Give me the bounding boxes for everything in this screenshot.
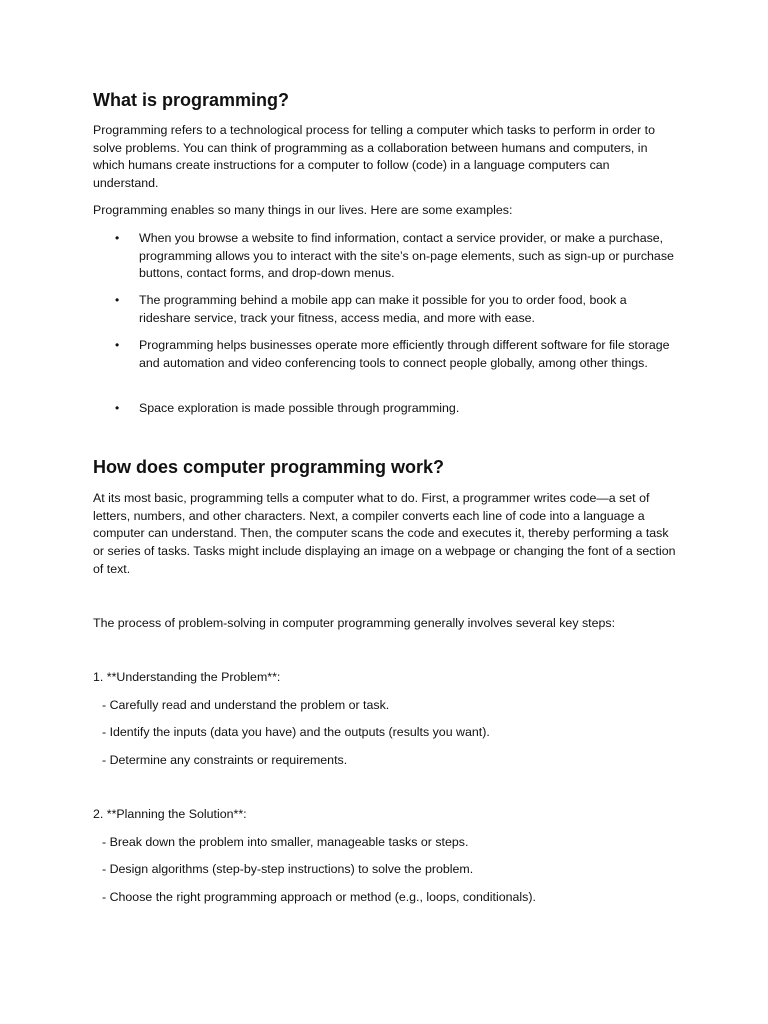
bullet-icon: •: [115, 293, 120, 307]
list-item-text: The programming behind a mobile app can make it possible for you to order food, book a rideshare service, track your fitness, access media, and more with ease.: [139, 293, 627, 325]
paragraph-intro: Programming refers to a technological process for telling a computer which tasks to perform in order to solve problems. You can think of programming as a collaboration between humans and computers, in which humans create instructions for a computer to follow (code) in a language computers can understand.: [93, 123, 655, 191]
list-item: [93, 400, 678, 418]
list-item: [93, 337, 678, 372]
list-item-text: Space exploration is made possible through programming.: [139, 401, 460, 415]
list-item: [93, 292, 678, 327]
paragraph-process-lead: The process of problem-solving in computer programming generally involves several key steps:: [93, 616, 616, 630]
step-item: - Design algorithms (step-by-step instructions) to solve the problem.: [102, 862, 474, 876]
paragraph-examples-lead: Programming enables so many things in our lives. Here are some examples:: [93, 203, 513, 217]
list-item: [93, 230, 678, 283]
step-item: - Break down the problem into smaller, manageable tasks or steps.: [102, 835, 469, 849]
list-item-text: When you browse a website to find information, contact a service provider, or make a purchase, programming allows you to interact with the site’s on-page elements, such as sign-up or purchase buttons, contact forms, and drop-down menus.: [139, 231, 674, 281]
step-item: - Carefully read and understand the problem or task.: [102, 698, 390, 712]
step-item: - Choose the right programming approach or method (e.g., loops, conditionals).: [102, 890, 536, 904]
bullet-icon: •: [115, 231, 120, 245]
step-item: - Determine any constraints or requirements.: [102, 753, 348, 767]
step-title: 2. **Planning the Solution**:: [93, 807, 247, 821]
step-title: 1. **Understanding the Problem**:: [93, 670, 281, 684]
heading-how-programming-works: How does computer programming work?: [93, 457, 445, 477]
bullet-icon: •: [115, 401, 120, 415]
heading-what-is-programming: What is programming?: [93, 90, 290, 110]
step-item: - Identify the inputs (data you have) and the outputs (results you want).: [102, 725, 490, 739]
list-item-text: Programming helps businesses operate more efficiently through different software for file storage and automation and video conferencing tools to connect people globally, among other things.: [139, 338, 670, 370]
bullet-icon: •: [115, 338, 120, 352]
paragraph-how-it-works: At its most basic, programming tells a computer what to do. First, a programmer writes code—a set of letters, numbers, and other characters. Next, a compiler converts each line of code into a language a computer can understand. Then, the computer scans the code and executes it, thereby performing a task or series of tasks. Tasks might include displaying an image on a webpage or changing the font of a section of text.: [93, 491, 676, 576]
